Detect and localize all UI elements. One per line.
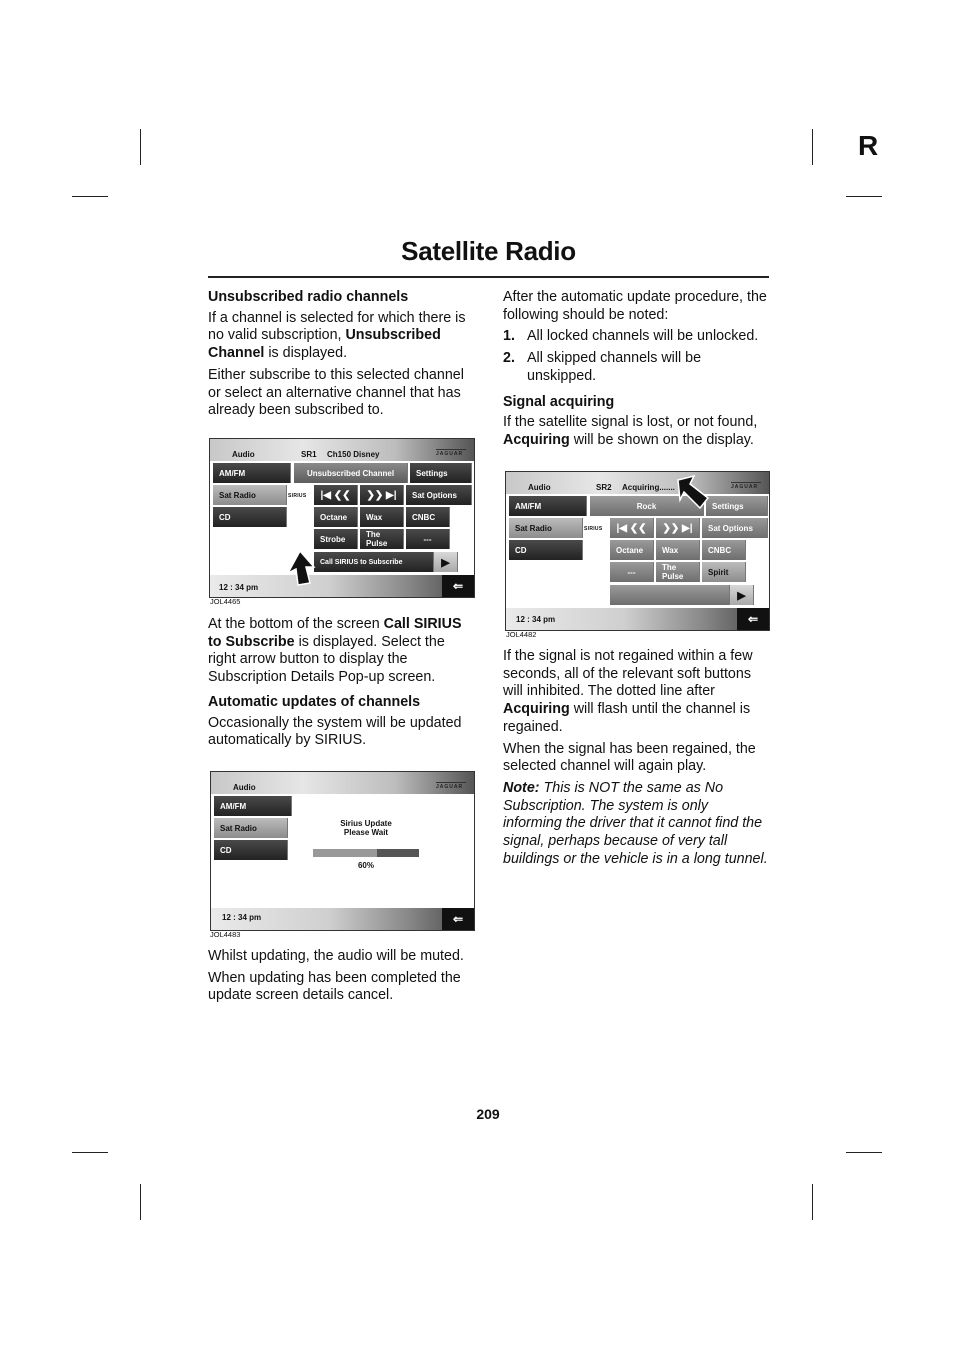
paragraph: Whilst updating, the audio will be muted. [208, 948, 464, 964]
back-arrow-icon[interactable]: ⇐ [442, 575, 474, 597]
wait-message: Please Wait [343, 828, 389, 837]
preset-button[interactable]: CNBC [702, 540, 746, 560]
settings-button[interactable]: Settings [410, 463, 472, 483]
clock: 12 : 34 pm [219, 583, 259, 592]
preset-button[interactable]: CNBC [406, 507, 450, 527]
crop-mark [140, 129, 141, 165]
sat-options-button[interactable]: Sat Options [702, 518, 768, 538]
crop-mark [812, 129, 813, 165]
preset-button[interactable]: The Pulse [656, 562, 700, 582]
crop-mark [72, 196, 108, 197]
note: Note: This is NOT the same as No Subscription. The system is only informing the driver that it cannot find the signal, perhaps because of very tall buildings or the vehicle is in a long tunnel. [503, 779, 768, 867]
list-item: 2. All skipped channels will be unskipped. [503, 350, 702, 384]
progress-label: 60% [357, 861, 374, 870]
status-banner: Unsubscribed Channel [294, 463, 408, 483]
cd-button[interactable]: CD [214, 840, 288, 860]
paragraph: After the automatic update procedure, the following should be noted: [503, 289, 767, 323]
sat-radio-button[interactable]: Sat Radio [214, 818, 288, 838]
crop-mark [812, 1184, 813, 1220]
sat-radio-button[interactable]: Sat Radio [213, 485, 287, 505]
heading-unsubscribed: Unsubscribed radio channels [208, 289, 409, 305]
channel-label: Ch150 Disney [327, 450, 380, 459]
seek-forward-button[interactable]: ❯❯ ▶| [360, 485, 404, 505]
paragraph: When the signal has been regained, the selected channel will again play. [503, 740, 756, 775]
paragraph: When updating has been completed the update screen details cancel. [208, 969, 461, 1004]
left-column-middle [208, 616, 474, 754]
screen-sirius-update [210, 771, 475, 931]
title-rule [208, 276, 769, 278]
figure-caption: JOL4483 [210, 930, 241, 939]
call-sirius-banner: Call SIRIUS to Subscribe [314, 552, 434, 572]
list-item: 1. All locked channels will be unlocked. [503, 328, 759, 345]
screen-acquiring [505, 471, 770, 631]
notes-list [503, 328, 769, 385]
paragraph: If the signal is not regained within a few seconds, all of the relevant soft buttons will inhibited. The dotted line after Acquiring will flash until the channel is regained. [503, 648, 753, 735]
band-label: SR1 [301, 450, 317, 459]
left-column-bottom [208, 948, 474, 1009]
sirius-logo: SIRIUS [584, 526, 603, 532]
back-arrow-icon[interactable]: ⇐ [737, 608, 769, 630]
am-fm-button[interactable]: AM/FM [509, 496, 587, 516]
preset-button[interactable]: --- [406, 529, 450, 549]
heading-signal-acquiring: Signal acquiring [503, 393, 615, 410]
clock: 12 : 34 pm [222, 913, 262, 922]
empty-banner [610, 585, 730, 605]
page-title: Satellite Radio [401, 236, 576, 266]
sirius-logo: SIRIUS [288, 493, 307, 499]
seek-back-button[interactable]: |◀ ❮❮ [610, 518, 654, 538]
update-message: Sirius Update [340, 819, 392, 828]
am-fm-button[interactable]: AM/FM [214, 796, 292, 816]
crop-mark [846, 196, 882, 197]
cd-button[interactable]: CD [213, 507, 287, 527]
audio-label: Audio [233, 783, 256, 792]
left-column-top [208, 289, 474, 424]
am-fm-button[interactable]: AM/FM [213, 463, 291, 483]
back-arrow-icon[interactable]: ⇐ [442, 908, 474, 930]
preset-button[interactable]: --- [610, 562, 654, 582]
heading-automatic-updates: Automatic updates of channels [208, 693, 421, 710]
preset-button[interactable]: The Pulse [360, 529, 404, 549]
band-label: SR2 [596, 483, 612, 492]
jaguar-logo: JAGUAR [436, 775, 466, 790]
cd-button[interactable]: CD [509, 540, 583, 560]
clock: 12 : 34 pm [516, 615, 556, 624]
crop-mark [72, 1152, 108, 1153]
right-column-bottom [503, 648, 769, 872]
pointer-arrow-icon [284, 549, 318, 587]
figure-caption: JOL4482 [506, 630, 537, 639]
right-arrow-button[interactable]: ▶ [730, 585, 754, 605]
paragraph: Either subscribe to this selected channel or select an alternative channel that has already been subscribed to. [208, 366, 464, 419]
crop-mark [140, 1184, 141, 1220]
preset-button[interactable]: Wax [656, 540, 700, 560]
sat-radio-button[interactable]: Sat Radio [509, 518, 583, 538]
screen-unsubscribed [209, 438, 475, 598]
paragraph: Occasionally the system will be updated automatically by SIRIUS. [208, 714, 462, 749]
right-column-top [503, 289, 769, 454]
audio-label: Audio [232, 450, 255, 459]
jaguar-logo: JAGUAR [436, 442, 466, 457]
sat-options-button[interactable]: Sat Options [406, 485, 472, 505]
figure-caption: JOL4465 [210, 597, 241, 606]
preset-button[interactable]: Wax [360, 507, 404, 527]
progress-bar [313, 849, 419, 857]
settings-button[interactable]: Settings [706, 496, 768, 516]
section-tab-letter: R [858, 130, 879, 161]
preset-button[interactable]: Strobe [314, 529, 358, 549]
preset-button[interactable]: Spirit [702, 562, 746, 582]
preset-button[interactable]: Octane [610, 540, 654, 560]
right-arrow-button[interactable]: ▶ [434, 552, 458, 572]
paragraph: At the bottom of the screen Call SIRIUS to Subscribe is displayed. Select the right arrow button to display the Subscription Details Pop-up screen. [208, 616, 462, 686]
seek-forward-button[interactable]: ❯❯ ▶| [656, 518, 700, 538]
audio-label: Audio [528, 483, 551, 492]
crop-mark [846, 1152, 882, 1153]
seek-back-button[interactable]: |◀ ❮❮ [314, 485, 358, 505]
channel-label: Acquiring....... [622, 483, 675, 492]
genre-banner: Rock [590, 496, 704, 516]
paragraph: If the satellite signal is lost, or not found, Acquiring will be shown on the display. [503, 414, 758, 448]
preset-button[interactable]: Octane [314, 507, 358, 527]
paragraph: If a channel is selected for which there is no valid subscription, Unsubscribed Channel is displayed. [208, 309, 466, 362]
jaguar-logo: JAGUAR [731, 475, 761, 490]
pointer-arrow-icon [674, 474, 710, 512]
page-number: 209 [476, 1106, 500, 1122]
progress-fill [313, 849, 377, 857]
